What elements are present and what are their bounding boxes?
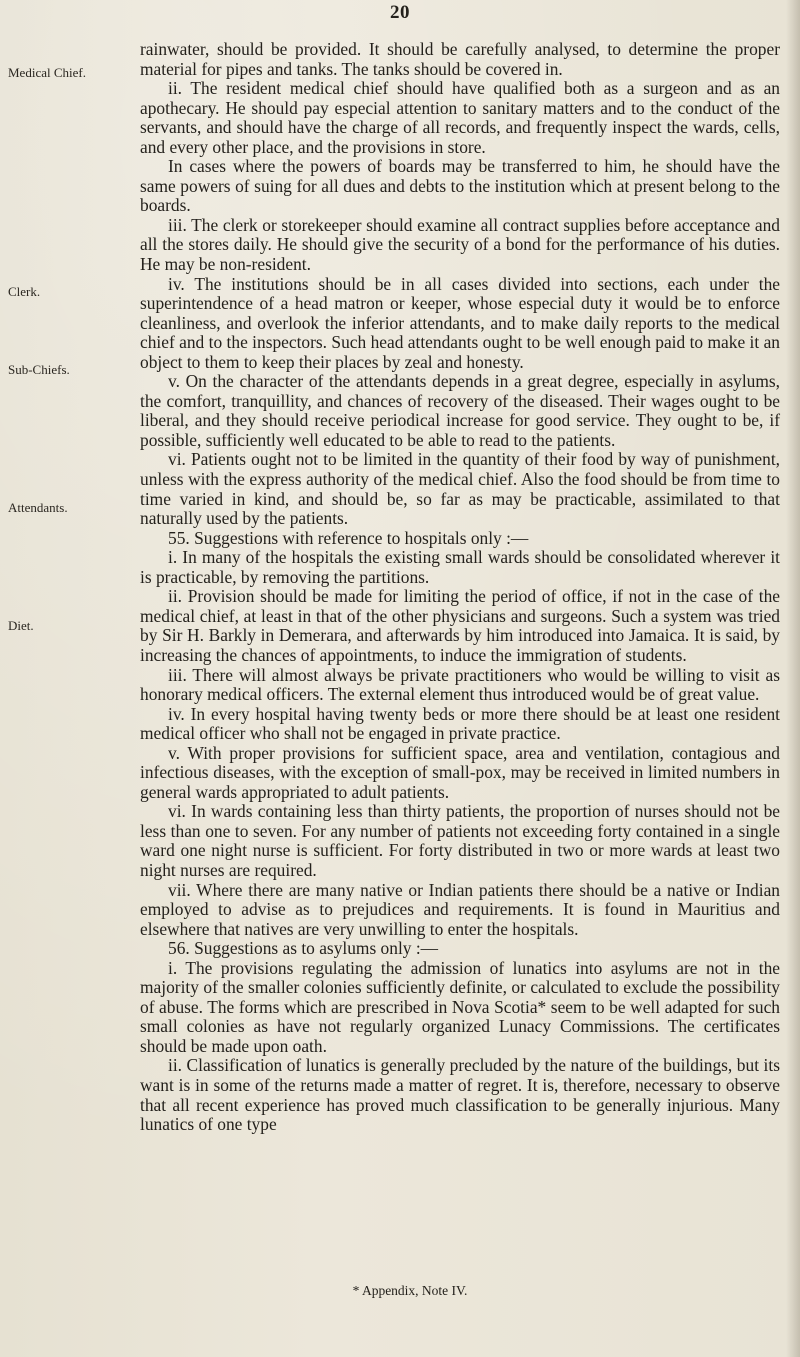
- paragraph: v. With proper provisions for sufficient space, area and ventilation, contagious and infectious diseases, with the exception of small-pox, may be received in limited numbers in general wards appropriated to adult patients.: [140, 742, 780, 802]
- paragraph: iii. There will almost always be private practitioners who would be willing to visit as honorary medical officers. The external element thus introduced would be of great value.: [140, 664, 780, 705]
- margin-note-sub-chiefs: Sub-Chiefs.: [8, 362, 70, 377]
- margin-note-medical-chief: Medical Chief.: [8, 65, 86, 80]
- paragraph: vi. Patients ought not to be limited in the quantity of their food by way of punishment, unless with the express authority of the medical chief. Also the food should be from time to time varied in kind, and should be, so far as may be practicable, assimilated to that naturally used by the patients.: [140, 449, 780, 529]
- paragraph: iv. The institutions should be in all cases divided into sections, each under the superintendence of a head matron or keeper, whose especial duty it would be to enforce cleanliness, and overlook the inferior attendants, and to make daily reports to the medical chief and to the inspectors. Such head attendants ought to be well enough paid to make it an object to them to keep their places by zeal and honesty.: [140, 273, 780, 372]
- paragraph: iv. In every hospital having twenty beds or more there should be at least one resident medical officer who shall not be engaged in private practice.: [140, 703, 780, 744]
- paragraph: iii. The clerk or storekeeper should examine all contract supplies before acceptance and all the stores daily. He should give the security of a bond for the performance of his duties. He may be non-resident.: [140, 214, 780, 275]
- page-edge-shadow: [786, 0, 800, 1357]
- margin-note-attendants: Attendants.: [8, 500, 68, 515]
- paragraph: vi. In wards containing less than thirty patients, the proportion of nurses should not be less than one to seven. For any number of patients not exceeding forty contained in a single ward one night nurse is sufficient. For forty distributed in two or more wards at least two night nurses are required.: [140, 801, 780, 880]
- paragraph: vii. Where there are many native or Indian patients there should be a native or Indian employed to advise as to prejudices and requirements. It is found in Mauritius and elsewhere that natives are very unwilling to enter the hospitals.: [140, 879, 780, 939]
- margin-note-clerk: Clerk.: [8, 284, 41, 299]
- paragraph: i. The provisions regulating the admission of lunatics into asylums are not in the majority of the smaller colonies sufficiently definite, or calculated to exclude the possibility of abuse. The forms which are prescribed in Nova Scotia* seem to be well adapted for such small colonies as have not regularly organized Lunacy Commissions. The certificates should be made upon oath.: [140, 957, 780, 1056]
- paragraph: v. On the character of the attendants depends in a great degree, especially in asylums, the comfort, tranquillity, and chances of recovery of the diseased. Their wages ought to be liberal, and they should receive periodical increase for good service. They ought to be, if possible, sufficiently well educated to be able to read to the patients.: [140, 371, 780, 450]
- paragraph: ii. Classification of lunatics is generally precluded by the nature of the buildings, but its want is in some of the returns made a matter of regret. It is, therefore, necessary to observe that all recent experience has proved much classification to be generally injurious. Many lunatics of one type: [140, 1055, 780, 1135]
- paragraph: rainwater, should be provided. It should be carefully analysed, to determine the proper material for pipes and tanks. The tanks should be covered in.: [140, 39, 780, 79]
- body-text: [140, 40, 780, 1135]
- margin-notes: [8, 0, 118, 1357]
- paragraph: i. In many of the hospitals the existing small wards should be consolidated wherever it is practicable, by removing the partitions.: [140, 547, 780, 587]
- paragraph: ii. The resident medical chief should have qualified both as a surgeon and as an apothecary. He should pay especial attention to sanitary matters and to the conduct of the servants, and should have the charge of all records, and frequently inspect the wards, cells, and every other place, and the provisions in store.: [140, 78, 780, 157]
- paragraph: ii. Provision should be made for limiting the period of office, if not in the case of the medical chief, at least in that of the other physicians and surgeons. Such a system was tried by Sir H. Barkly in Demerara, and afterwards by him introduced into Jamaica. It is said, by increasing the chances of appointments, to induce the immigration of students.: [140, 586, 780, 665]
- section-heading: 55. Suggestions with reference to hospitals only :—: [168, 527, 529, 548]
- margin-note-diet: Diet.: [8, 618, 34, 633]
- footnote: * Appendix, Note IV.: [352, 1283, 468, 1298]
- page-number: 20: [390, 2, 410, 23]
- paragraph: In cases where the powers of boards may be transferred to him, he should have the same powers of suing for all dues and debts to the institution which at present belong to the boards.: [140, 156, 780, 216]
- section-heading: 56. Suggestions as to asylums only :—: [168, 938, 439, 959]
